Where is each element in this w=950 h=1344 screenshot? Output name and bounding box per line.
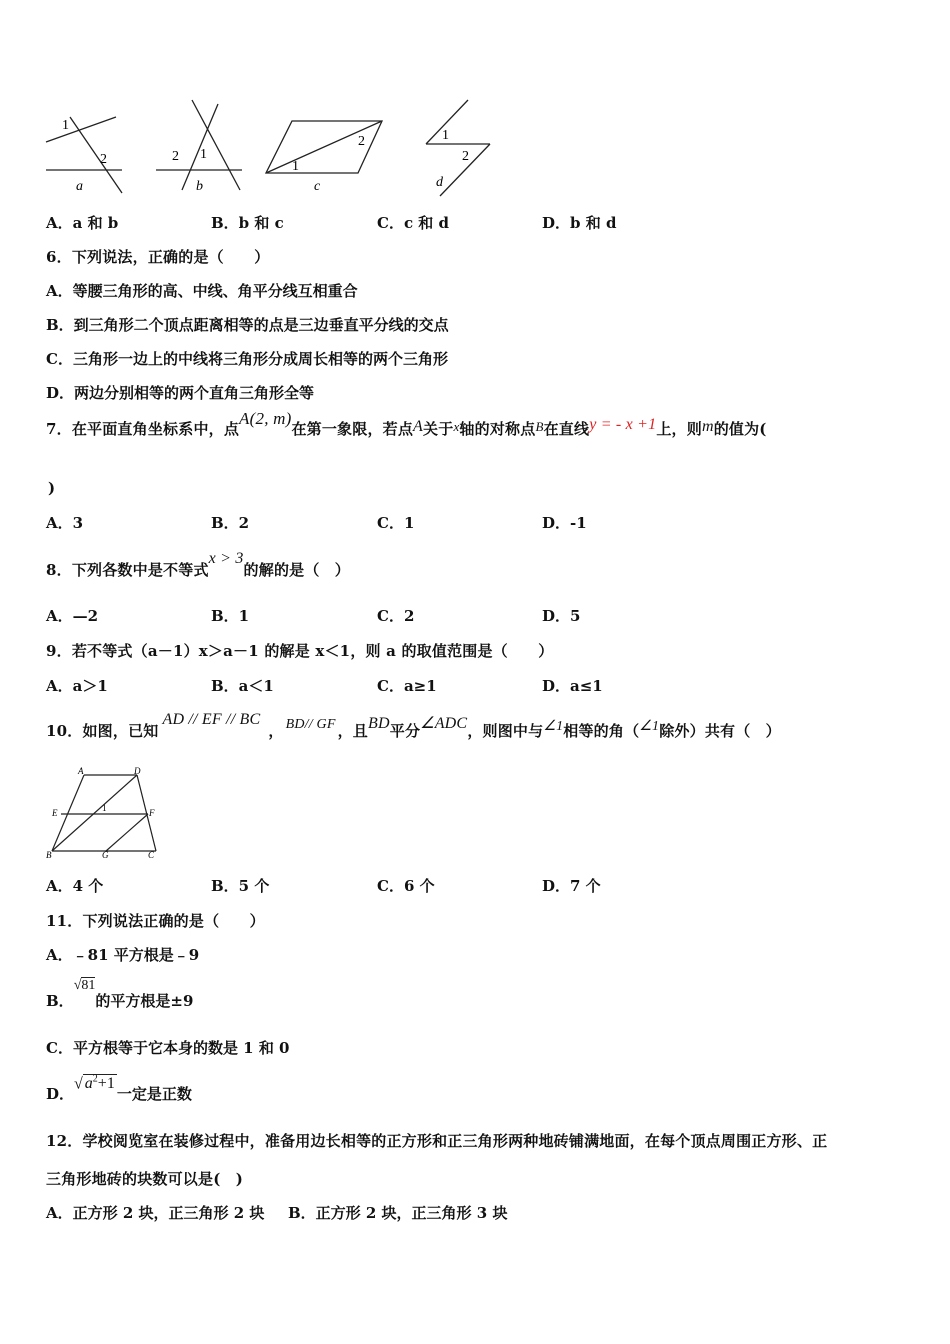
q11-option-b-label: B． [46, 992, 74, 1010]
q10-fig-label-g: G [102, 850, 109, 860]
q11-stem: 11．下列说法正确的是（ ） [46, 912, 265, 930]
q10-stem [46, 711, 781, 741]
q10-parallel-1: AD // EF // BC [162, 711, 261, 728]
q7-option-b[interactable]: B．2 [211, 514, 250, 532]
q11-option-d-label: D． [46, 1085, 75, 1103]
q11-option-b-text: 的平方根是±9 [95, 992, 194, 1010]
q12-stem-line2: 三角形地砖的块数可以是( ) [46, 1170, 243, 1188]
q7-option-a[interactable]: A．3 [46, 514, 84, 532]
q11-option-d-text: 一定是正数 [116, 1085, 192, 1103]
figure-a [40, 105, 135, 195]
q8-stem [46, 550, 350, 580]
q11-option-d[interactable] [46, 1074, 192, 1103]
figure-b [152, 98, 252, 195]
q10-fig-label-d: D [134, 766, 141, 776]
q7-text-2: 在第一象限，若点 [291, 420, 414, 438]
q12-option-a[interactable]: A．正方形 2 块，正三角形 2 块 [46, 1204, 265, 1222]
q10-text-5: 相等的角（ [563, 722, 640, 740]
q7-var-a: A [413, 418, 424, 435]
fig-c-label: c [314, 179, 321, 194]
q10-text-6: 除外）共有（ ） [659, 722, 781, 740]
q11-sqrt-81 [74, 978, 96, 994]
q5-option-a[interactable]: A．a 和 b [46, 214, 119, 232]
q10-angle-1-b: ∠1 [639, 719, 660, 734]
q9-option-c[interactable]: C．a≥1 [377, 677, 437, 695]
q12-option-b[interactable]: B．正方形 2 块，正三角形 3 块 [288, 1204, 508, 1222]
q8-option-b[interactable]: B．1 [211, 607, 250, 625]
q11-radicand-a: a [84, 1075, 93, 1093]
q11-sqrt-expr [74, 1074, 117, 1093]
q10-bd: BD [368, 715, 390, 732]
fig-d-angle-2: 2 [462, 149, 469, 164]
q7-var-m: m [701, 418, 714, 435]
q10-comma: ， [268, 722, 284, 740]
q10-text-1: 10．如图，已知 [46, 722, 159, 740]
q10-angle-1: ∠1 [543, 719, 564, 734]
q6-option-d[interactable]: D．两边分别相等的两个直角三角形全等 [46, 384, 315, 402]
q7-var-x: x [453, 419, 460, 434]
q6-option-c[interactable]: C．三角形一边上的中线将三角形分成周长相等的两个三角形 [46, 350, 448, 368]
q8-option-c[interactable]: C．2 [377, 607, 415, 625]
q7-point-a: A(2, m) [239, 409, 292, 428]
q10-fig-label-b: B [46, 850, 52, 860]
q10-option-a[interactable]: A．4 个 [46, 877, 104, 895]
fig-d-angle-1: 1 [442, 128, 449, 143]
q10-fig-label-f: F [149, 808, 155, 818]
q10-text-2: ，且 [337, 722, 369, 740]
q7-stem-close: ) [48, 479, 56, 497]
q10-fig-label-a: A [78, 766, 84, 776]
q7-var-b: B [535, 419, 544, 434]
radical-icon: √ [73, 978, 82, 993]
q8-option-d[interactable]: D．5 [542, 607, 581, 625]
fig-a-angle-2: 2 [100, 152, 107, 167]
fig-c-angle-1: 1 [292, 159, 299, 174]
q7-text-6: 上，则 [656, 420, 702, 438]
q6-option-b[interactable]: B．到三角形二个顶点距离相等的点是三边垂直平分线的交点 [46, 316, 449, 334]
q12-stem-line1: 12．学校阅览室在装修过程中，准备用边长相等的正方形和正三角形两种地砖铺满地面，在每个顶点周围正方形、正 [46, 1132, 828, 1150]
q8-inequality: x > 3 [208, 550, 244, 567]
q9-option-b[interactable]: B．a＜1 [211, 677, 274, 695]
q10-fig-label-c: C [148, 850, 155, 860]
q11-radicand-81: 81 [81, 978, 96, 993]
q8-text-1: 8．下列各数中是不等式 [46, 561, 209, 579]
fig-c-angle-2: 2 [358, 134, 365, 149]
fig-d-label: d [436, 175, 443, 190]
q9-stem: 9．若不等式（a－1）x＞a－1 的解是 x＜1，则 a 的取值范围是（ ） [46, 642, 554, 660]
q10-option-d[interactable]: D．7 个 [542, 877, 601, 895]
q6-stem: 6．下列说法，正确的是（ ） [46, 248, 270, 266]
q10-text-3: 平分 [389, 722, 421, 740]
fig-a-angle-1: 1 [62, 118, 69, 133]
fig-b-angle-1: 1 [200, 147, 207, 162]
q11-option-b[interactable] [46, 978, 194, 1010]
q11-option-c[interactable]: C．平方根等于它本身的数是 1 和 0 [46, 1039, 290, 1057]
q9-option-d[interactable]: D．a≤1 [542, 677, 603, 695]
q7-text-1: 7．在平面直角坐标系中，点 [46, 420, 240, 438]
q10-parallel-2: BD// GF [285, 717, 336, 732]
q10-figure [44, 766, 164, 860]
q11-radicand-exp: 2 [92, 1074, 98, 1085]
q10-text-4: ，则图中与 [467, 722, 544, 740]
q7-stem [46, 409, 767, 439]
q5-option-c[interactable]: C．c 和 d [377, 214, 450, 232]
q7-text-7: 的值为( [713, 420, 767, 438]
q10-option-c[interactable]: C．6 个 [377, 877, 435, 895]
q8-option-a[interactable]: A．—2 [46, 607, 99, 625]
q8-text-2: 的解的是（ ） [243, 561, 350, 579]
q7-text-5: 在直线 [543, 420, 590, 438]
q7-text-4: 轴的对称点 [459, 420, 536, 438]
q6-option-a[interactable]: A．等腰三角形的高、中线、角平分线互相重合 [46, 282, 358, 300]
q11-option-a[interactable]: A．﹣81 平方根是﹣9 [46, 946, 200, 964]
q7-text-3: 关于 [423, 420, 454, 438]
q7-option-d[interactable]: D．-1 [542, 514, 587, 532]
q5-option-d[interactable]: D．b 和 d [542, 214, 617, 232]
figure-d [420, 96, 500, 198]
q10-fig-label-e: E [52, 808, 58, 818]
q10-fig-label-1: 1 [102, 803, 107, 813]
q9-option-a[interactable]: A．a＞1 [46, 677, 108, 695]
q11-radicand [83, 1074, 117, 1092]
q5-option-b[interactable]: B．b 和 c [211, 214, 284, 232]
q7-line-equation: y = - x +1 [589, 416, 657, 433]
fig-a-label: a [76, 179, 83, 194]
fig-b-label: b [196, 179, 203, 194]
q7-option-c[interactable]: C．1 [377, 514, 415, 532]
q10-angle-adc: ∠ADC [420, 715, 468, 732]
q11-radicand-rest: +1 [97, 1075, 115, 1093]
radical-icon: √ [74, 1075, 83, 1093]
fig-b-angle-2: 2 [172, 149, 179, 164]
q10-option-b[interactable]: B．5 个 [211, 877, 270, 895]
figure-c [262, 115, 387, 195]
